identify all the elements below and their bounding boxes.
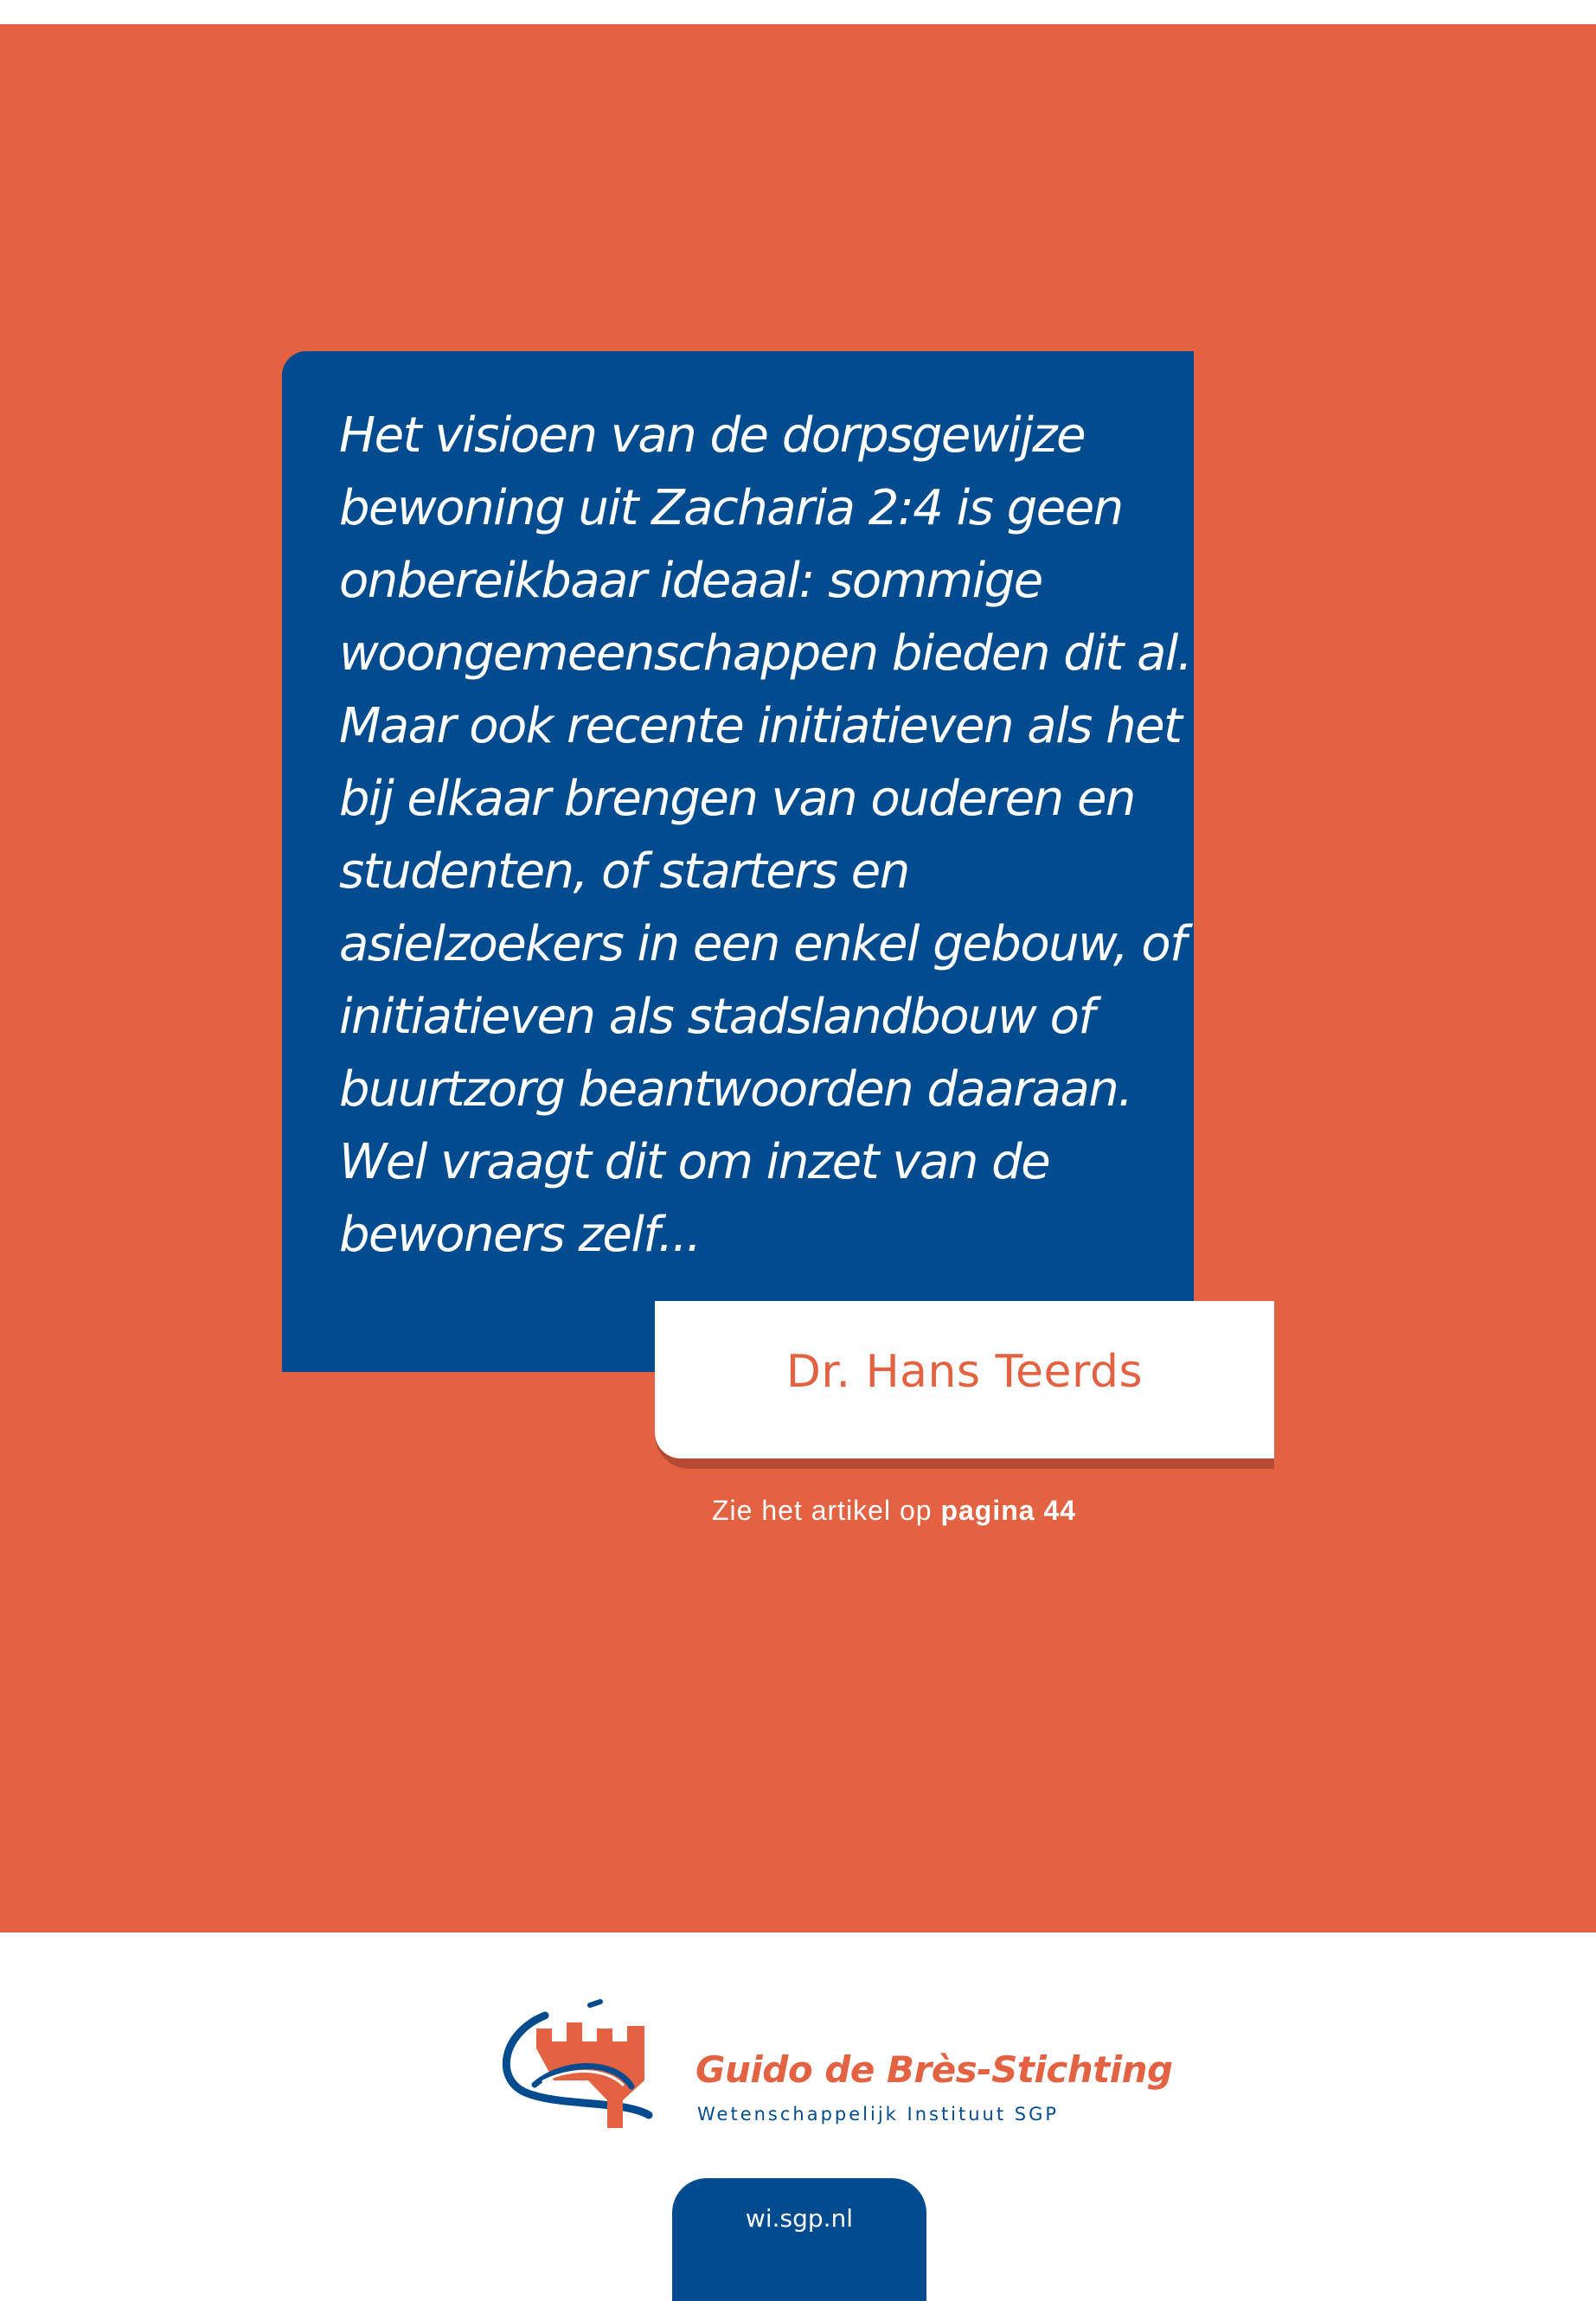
quote-text <box>339 400 1192 1272</box>
quote-line: onbereikbaar ideaal: sommige <box>339 553 1042 609</box>
website-url[interactable]: wi.sgp.nl <box>745 2204 854 2233</box>
logo-subtitle: Wetenschappelijk Instituut SGP <box>697 2104 1060 2125</box>
website-tab[interactable] <box>672 2178 926 2301</box>
quote-line: woongemeenschappen bieden dit al. <box>339 625 1192 682</box>
quote-line: Wel vraagt dit om inzet van de <box>339 1134 1050 1190</box>
article-reference-prefix: Zie het artikel op <box>712 1495 941 1526</box>
article-page-number: pagina 44 <box>940 1495 1077 1526</box>
quote-line: bewoners zelf... <box>339 1207 701 1263</box>
quote-line: bij elkaar brengen van ouderen en <box>339 771 1135 827</box>
article-reference <box>712 1495 1076 1527</box>
author-card <box>655 1301 1274 1458</box>
quote-line: bewoning uit Zacharia 2:4 is geen <box>339 480 1123 536</box>
quote-line: asielzoekers in een enkel gebouw, of <box>339 916 1186 972</box>
castle-tower-logo-icon <box>493 1998 683 2137</box>
author-name: Dr. Hans Teerds <box>785 1346 1144 1398</box>
quote-line: studenten, of starters en <box>339 843 909 900</box>
quote-line: buurtzorg beantwoorden daaraan. <box>339 1061 1132 1118</box>
logo-name: Guido de Brès-Stichting <box>695 2048 1173 2091</box>
quote-line: initiatieven als stadslandbouw of <box>339 989 1094 1045</box>
quote-line: Het visioen van de dorpsgewijze <box>339 407 1086 464</box>
quote-line: Maar ook recente initiatieven als het <box>339 698 1182 754</box>
